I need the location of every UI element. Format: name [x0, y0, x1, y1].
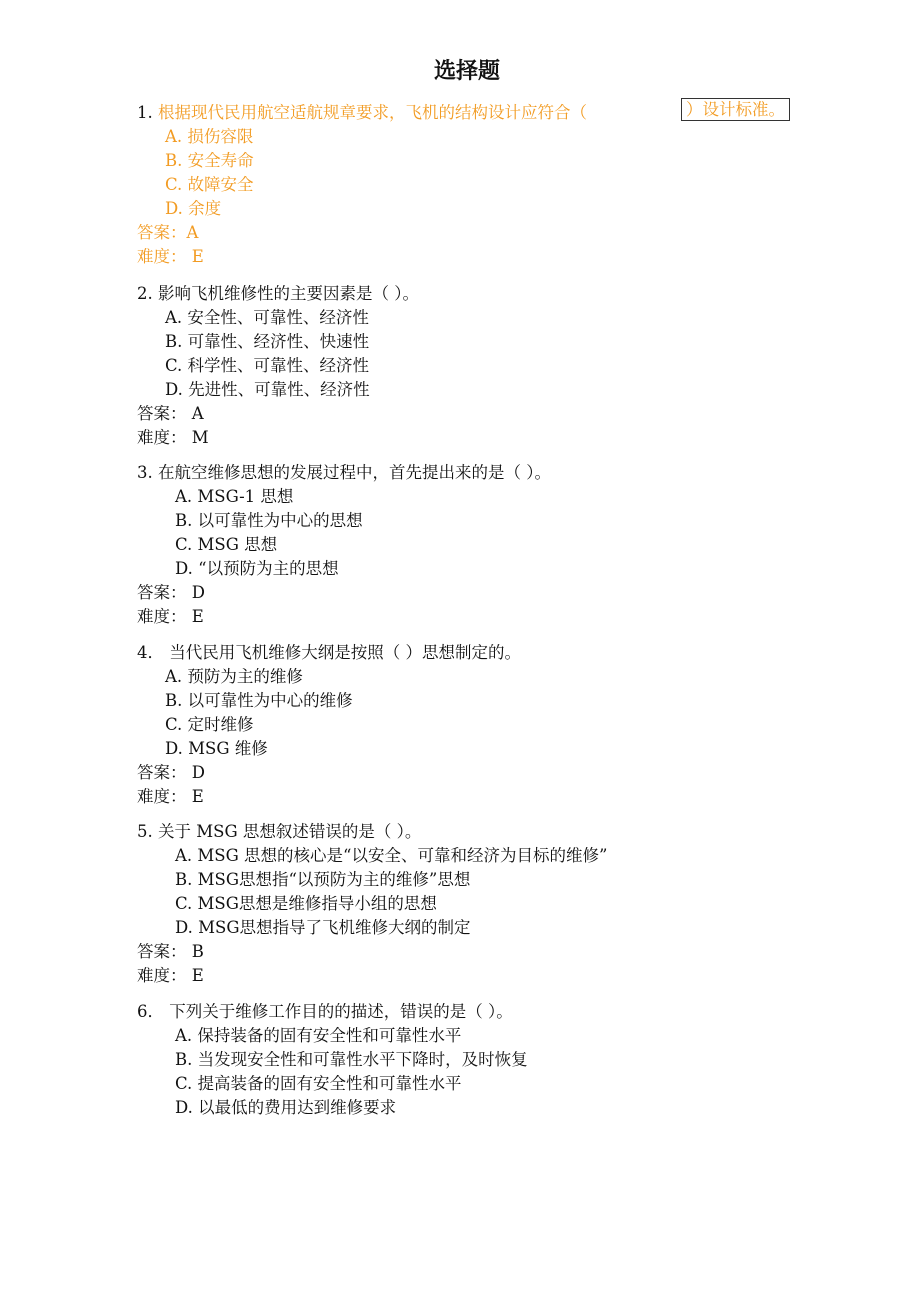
- question-number: 3.: [137, 463, 153, 482]
- answer-line: [137, 221, 837, 245]
- answer-label: 答案：: [137, 404, 187, 423]
- question-5: [137, 820, 837, 988]
- answer-label: 答案：: [137, 223, 187, 242]
- difficulty-label: 难度：: [137, 428, 187, 447]
- answer-value: A: [186, 223, 199, 242]
- difficulty-value: E: [191, 966, 204, 985]
- answer-value: D: [191, 583, 205, 602]
- difficulty-line: [137, 245, 837, 269]
- question-text: 当代民用飞机维修大纲是按照（ ）思想制定的。: [169, 643, 521, 662]
- difficulty-label: 难度：: [137, 966, 187, 985]
- option-d: D. MSG思想指导了飞机维修大纲的制定: [175, 918, 471, 937]
- answer-line: [137, 761, 837, 785]
- option-d: D. “以预防为主的思想: [175, 559, 339, 578]
- question-stem: [137, 1000, 837, 1024]
- option-d: D. 先进性、可靠性、经济性: [165, 380, 370, 399]
- difficulty-value: E: [191, 607, 204, 626]
- option-d: D. 余度: [165, 199, 222, 218]
- page-title: 选择题: [433, 59, 500, 84]
- difficulty-label: 难度：: [137, 247, 187, 266]
- question-number: 2.: [137, 284, 153, 303]
- answer-value: D: [191, 763, 205, 782]
- answer-label: 答案：: [137, 583, 187, 602]
- difficulty-label: 难度：: [137, 607, 187, 626]
- question-text: 影响飞机维修性的主要因素是（ ）。: [158, 284, 419, 303]
- question-2: [137, 282, 837, 450]
- question-text: 关于 MSG 思想叙述错误的是（ ）。: [158, 822, 422, 841]
- question-stem: [137, 101, 837, 125]
- option-a: A. 预防为主的维修: [165, 667, 303, 686]
- question-4: [137, 641, 837, 809]
- question-number: 1.: [137, 103, 153, 122]
- question-text: 根据现代民用航空适航规章要求，飞机的结构设计应符合（: [158, 103, 587, 122]
- answer-label: 答案：: [137, 942, 187, 961]
- option-d: D. 以最低的费用达到维修要求: [175, 1098, 397, 1117]
- answer-line: [137, 940, 837, 964]
- option-c: C. MSG 思想: [175, 535, 278, 554]
- answer-line: [137, 581, 837, 605]
- option-b: B. 以可靠性为中心的维修: [165, 691, 353, 710]
- question-text-boxed: ）设计标准。: [681, 98, 790, 121]
- question-stem: [137, 641, 837, 665]
- answer-value: A: [191, 404, 204, 423]
- option-c: C. 提高装备的固有安全性和可靠性水平: [175, 1074, 462, 1093]
- option-b: B. 当发现安全性和可靠性水平下降时，及时恢复: [175, 1050, 528, 1069]
- question-stem: [137, 461, 837, 485]
- option-b: B. MSG思想指“以预防为主的维修”思想: [175, 870, 471, 889]
- question-1: [137, 101, 837, 269]
- option-b: B. 安全寿命: [165, 151, 254, 170]
- option-a: A. 安全性、可靠性、经济性: [165, 308, 369, 327]
- question-number: 5.: [137, 822, 153, 841]
- difficulty-value: E: [191, 247, 204, 266]
- option-c: C. 科学性、可靠性、经济性: [165, 356, 370, 375]
- answer-label: 答案：: [137, 763, 187, 782]
- question-number: 4．: [137, 643, 164, 662]
- option-a: A. MSG 思想的核心是“以安全、可靠和经济为目标的维修”: [175, 846, 608, 865]
- question-text: 下列关于维修工作目的的描述，错误的是（ ）。: [169, 1002, 513, 1021]
- difficulty-line: [137, 426, 837, 450]
- question-3: [137, 461, 837, 629]
- difficulty-line: [137, 964, 837, 988]
- answer-line: [137, 402, 837, 426]
- option-a: A. 损伤容限: [165, 127, 254, 146]
- question-number: 6．: [137, 1002, 164, 1021]
- difficulty-value: E: [191, 787, 204, 806]
- option-a: A. MSG-1 思想: [175, 487, 294, 506]
- question-stem: [137, 820, 837, 844]
- option-c: C. 故障安全: [165, 175, 254, 194]
- option-b: B. 可靠性、经济性、快速性: [165, 332, 370, 351]
- difficulty-value: M: [191, 428, 209, 447]
- option-c: C. MSG思想是维修指导小组的思想: [175, 894, 437, 913]
- option-d: D. MSG 维修: [165, 739, 268, 758]
- option-a: A. 保持装备的固有安全性和可靠性水平: [175, 1026, 462, 1045]
- option-c: C. 定时维修: [165, 715, 254, 734]
- question-stem: [137, 282, 837, 306]
- difficulty-line: [137, 605, 837, 629]
- difficulty-label: 难度：: [137, 787, 187, 806]
- answer-value: B: [191, 942, 204, 961]
- question-6: [137, 1000, 837, 1120]
- option-b: B. 以可靠性为中心的思想: [175, 511, 363, 530]
- difficulty-line: [137, 785, 837, 809]
- question-text: 在航空维修思想的发展过程中，首先提出来的是（ ）。: [158, 463, 551, 482]
